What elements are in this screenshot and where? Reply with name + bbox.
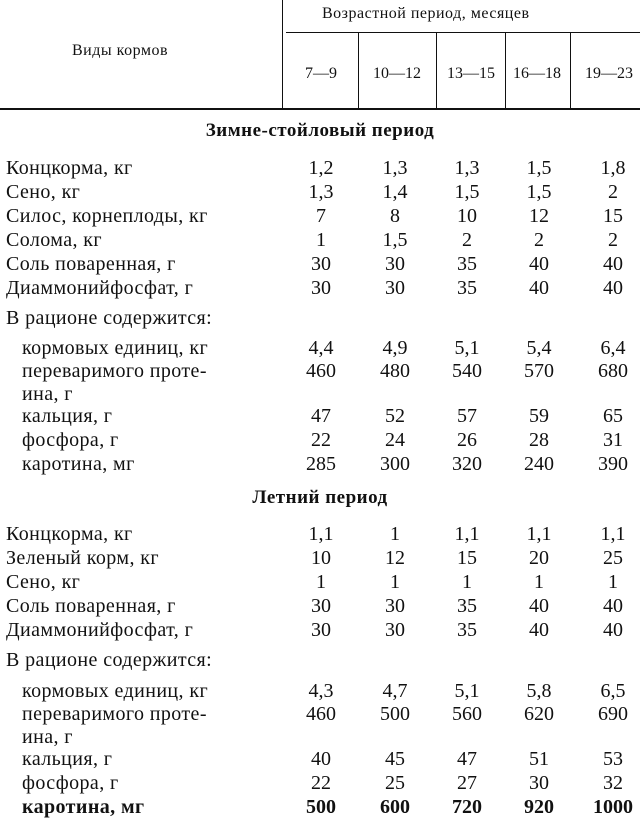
row-label: Зеленый корм, кг (6, 547, 159, 569)
row-value: 920 (524, 796, 554, 818)
content-row (0, 404, 640, 429)
row-label: каротина, мг (22, 796, 145, 818)
content-row (0, 771, 640, 796)
age-period-header: Возрастной период, месяцев (322, 5, 530, 22)
feed-type-header: Виды кормов (72, 42, 169, 59)
age-column-header: 10—12 (373, 65, 421, 82)
row-value: 59 (529, 405, 549, 427)
row-value: 1,5 (454, 181, 480, 203)
row-value: 1,3 (454, 157, 480, 179)
row-value: 15 (603, 205, 623, 227)
row-value: 30 (529, 772, 549, 794)
row-label: переваримого проте- (22, 703, 207, 725)
row-value: 560 (452, 703, 482, 725)
row-value: 620 (524, 703, 554, 725)
content-row (0, 452, 640, 477)
row-value: 40 (311, 748, 331, 770)
row-value: 690 (598, 703, 628, 725)
row-value: 1,5 (526, 157, 552, 179)
row-value: 1 (390, 523, 400, 545)
row-label: Силос, корнеплоды, кг (6, 205, 208, 227)
row-label: кальция, г (22, 748, 113, 770)
row-value: 22 (311, 429, 331, 451)
row-value: 1,4 (382, 181, 408, 203)
row-value: 6,5 (600, 680, 626, 702)
row-value: 31 (603, 429, 623, 451)
row-value: 40 (529, 595, 549, 617)
row-value: 10 (457, 205, 477, 227)
row-value: 1,1 (600, 523, 626, 545)
row-value: 25 (603, 547, 623, 569)
row-label: Концкорма, кг (6, 523, 133, 545)
row-value: 26 (457, 429, 477, 451)
feed-row (0, 594, 640, 619)
row-value: 1,1 (454, 523, 480, 545)
row-label: Сено, кг (6, 571, 81, 593)
row-value: 40 (603, 595, 623, 617)
row-value: 40 (529, 277, 549, 299)
row-value: 25 (385, 772, 405, 794)
row-value: 28 (529, 429, 549, 451)
row-value: 40 (603, 253, 623, 275)
header-rule (0, 108, 640, 110)
age-column-header: 7—9 (305, 65, 337, 82)
content-row (0, 336, 640, 361)
column-divider (358, 33, 359, 108)
row-value: 57 (457, 405, 477, 427)
row-label: кальция, г (22, 405, 113, 427)
row-value: 30 (385, 619, 405, 641)
row-value: 1,8 (600, 157, 626, 179)
row-value: 390 (598, 453, 628, 475)
row-label: фосфора, г (22, 429, 119, 451)
row-value: 1,5 (526, 181, 552, 203)
row-value: 15 (457, 547, 477, 569)
summer-section-title: Летний период (252, 487, 388, 508)
row-value: 720 (452, 796, 482, 818)
row-value: 12 (385, 547, 405, 569)
row-value: 30 (311, 253, 331, 275)
row-value: 52 (385, 405, 405, 427)
row-value: 40 (603, 277, 623, 299)
row-label: кормовых единиц, кг (22, 680, 209, 702)
contains-label: В рационе содержится: (6, 649, 213, 671)
row-label: Диаммонийфосфат, г (6, 619, 194, 641)
row-label: фосфора, г (22, 772, 119, 794)
row-value: 2 (608, 181, 618, 203)
row-value: 12 (529, 205, 549, 227)
row-value: 30 (311, 277, 331, 299)
column-divider (570, 33, 571, 108)
row-value: 35 (457, 619, 477, 641)
winter-contains-heading (0, 306, 640, 331)
age-column-header: 19—23 (585, 65, 633, 82)
feed-row (0, 180, 640, 205)
row-value: 6,4 (600, 337, 626, 359)
row-value: 1 (534, 571, 544, 593)
row-value: 40 (603, 619, 623, 641)
row-label: Концкорма, кг (6, 157, 133, 179)
feed-row (0, 546, 640, 571)
feed-row (0, 276, 640, 301)
row-value: 47 (311, 405, 331, 427)
age-column-header: 13—15 (447, 65, 495, 82)
row-value: 24 (385, 429, 405, 451)
row-label: каротина, мг (22, 453, 135, 475)
feed-row (0, 204, 640, 229)
feed-row (0, 570, 640, 595)
row-label: ина, г (22, 383, 73, 405)
row-value: 5,4 (526, 337, 552, 359)
feed-row (0, 156, 640, 181)
row-label: Сено, кг (6, 181, 81, 203)
row-value: 27 (457, 772, 477, 794)
row-label: Диаммонийфосфат, г (6, 277, 194, 299)
row-value: 40 (529, 619, 549, 641)
row-value: 480 (380, 360, 410, 382)
row-value: 540 (452, 360, 482, 382)
row-value: 40 (529, 253, 549, 275)
row-value: 30 (385, 277, 405, 299)
age-subheader-rule (286, 32, 640, 33)
row-label: Соль поваренная, г (6, 595, 176, 617)
row-value: 2 (608, 229, 618, 251)
row-value: 500 (306, 796, 336, 818)
content-row (0, 359, 640, 384)
header-divider (282, 0, 283, 108)
age-column-header: 16—18 (513, 65, 561, 82)
row-label: кормовых единиц, кг (22, 337, 209, 359)
content-row (0, 702, 640, 727)
row-value: 8 (390, 205, 400, 227)
row-label: Соль поваренная, г (6, 253, 176, 275)
row-value: 1 (316, 571, 326, 593)
winter-section-title: Зимне-стойловый период (205, 120, 435, 141)
row-value: 1,3 (308, 181, 334, 203)
row-value: 30 (311, 619, 331, 641)
row-value: 4,3 (308, 680, 334, 702)
row-value: 1,5 (382, 229, 408, 251)
row-label: ина, г (22, 726, 73, 748)
contains-label: В рационе содержится: (6, 307, 213, 329)
row-value: 20 (529, 547, 549, 569)
row-value: 680 (598, 360, 628, 382)
row-value: 460 (306, 703, 336, 725)
content-row (0, 747, 640, 772)
row-value: 1000 (593, 796, 633, 818)
row-value: 1 (608, 571, 618, 593)
row-value: 1 (462, 571, 472, 593)
row-value: 240 (524, 453, 554, 475)
feed-row (0, 522, 640, 547)
row-value: 35 (457, 595, 477, 617)
row-value: 500 (380, 703, 410, 725)
row-value: 35 (457, 277, 477, 299)
row-value: 300 (380, 453, 410, 475)
row-value: 1 (390, 571, 400, 593)
content-row (0, 679, 640, 704)
row-value: 285 (306, 453, 336, 475)
row-value: 1,2 (308, 157, 334, 179)
row-value: 4,9 (382, 337, 408, 359)
column-divider (436, 33, 437, 108)
row-value: 1 (316, 229, 326, 251)
row-value: 5,1 (454, 680, 480, 702)
row-value: 7 (316, 205, 326, 227)
feed-row (0, 228, 640, 253)
row-value: 4,7 (382, 680, 408, 702)
row-value: 460 (306, 360, 336, 382)
row-value: 570 (524, 360, 554, 382)
row-value: 2 (462, 229, 472, 251)
row-value: 1,1 (526, 523, 552, 545)
row-value: 5,8 (526, 680, 552, 702)
row-label: Солома, кг (6, 229, 102, 251)
row-value: 65 (603, 405, 623, 427)
row-value: 2 (534, 229, 544, 251)
row-value: 1,3 (382, 157, 408, 179)
row-value: 600 (380, 796, 410, 818)
row-value: 22 (311, 772, 331, 794)
content-row (0, 795, 640, 820)
row-value: 53 (603, 748, 623, 770)
row-value: 320 (452, 453, 482, 475)
row-value: 30 (385, 595, 405, 617)
row-value: 4,4 (308, 337, 334, 359)
row-value: 51 (529, 748, 549, 770)
feed-row (0, 618, 640, 643)
row-value: 30 (385, 253, 405, 275)
row-value: 30 (311, 595, 331, 617)
summer-contains-heading (0, 648, 640, 673)
row-value: 32 (603, 772, 623, 794)
row-value: 5,1 (454, 337, 480, 359)
row-value: 47 (457, 748, 477, 770)
row-label: переваримого проте- (22, 360, 207, 382)
row-value: 1,1 (308, 523, 334, 545)
feed-row (0, 252, 640, 277)
row-value: 10 (311, 547, 331, 569)
content-row (0, 428, 640, 453)
row-value: 45 (385, 748, 405, 770)
row-value: 35 (457, 253, 477, 275)
